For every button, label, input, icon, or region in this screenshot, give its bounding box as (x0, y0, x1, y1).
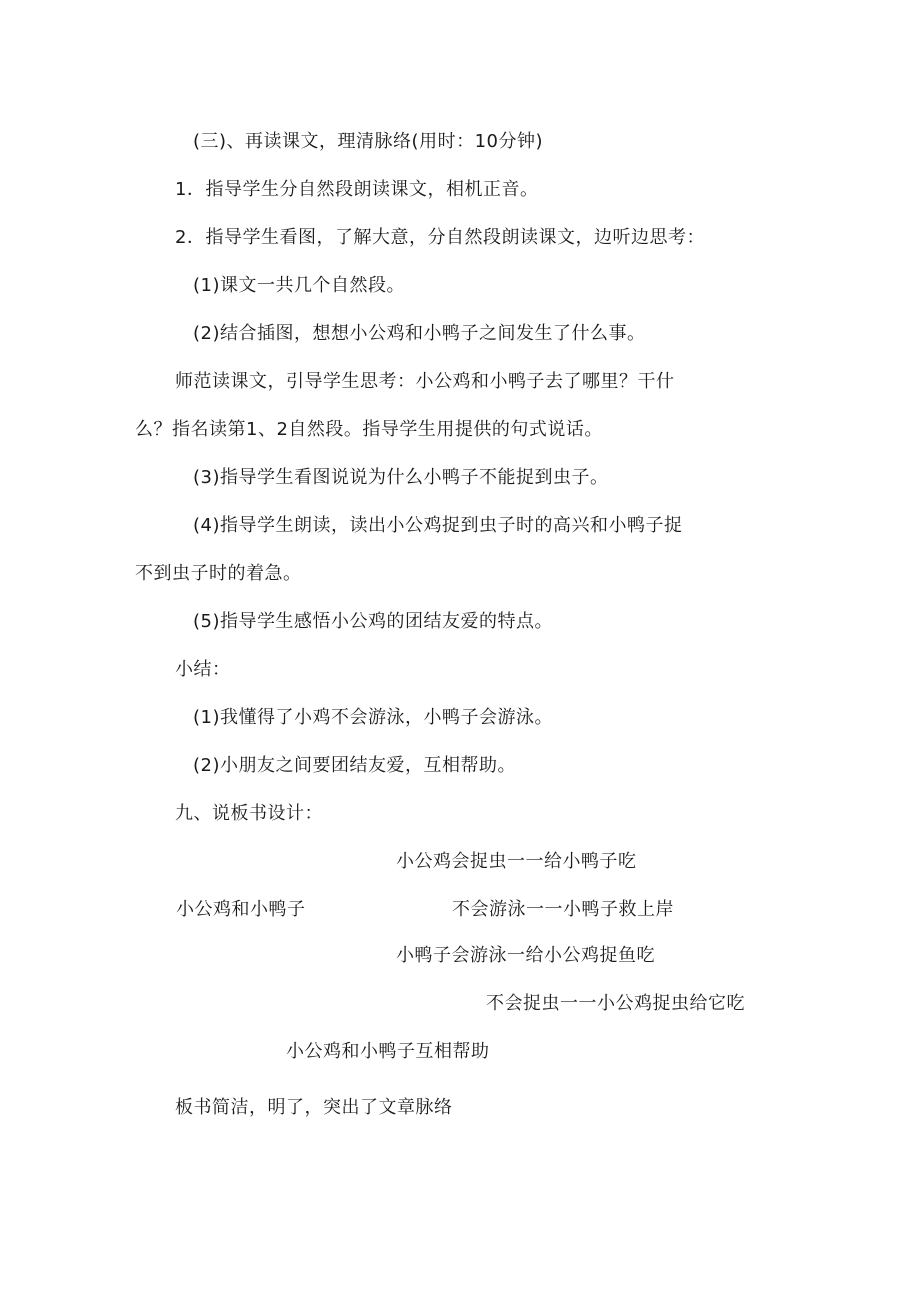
board-line-1: 小公鸡会捉虫一一给小鸭子吃 (396, 851, 637, 872)
teacher-reading-line-2: 么？指名读第1、2自然段。指导学生用提供的句式说话。 (135, 419, 603, 440)
section-title: (三)、再读课文，理清脉络(用时：10分钟) (193, 131, 543, 152)
board-line-3: 小鸭子会游泳一给小公鸡捉鱼吃 (396, 945, 655, 966)
board-line-2: 不会游泳一一小鸭子救上岸 (452, 899, 674, 920)
board-design-heading: 九、说板书设计： (175, 803, 323, 824)
step-1: 1．指导学生分自然段朗读课文，相机正音。 (175, 179, 539, 200)
question-4-line-2: 不到虫子时的着急。 (135, 563, 302, 584)
question-1: (1)课文一共几个自然段。 (193, 275, 405, 296)
teacher-reading-line-1: 师范读课文，引导学生思考：小公鸡和小鸭子去了哪里？干什 (175, 371, 675, 392)
summary-item-1: (1)我懂得了小鸡不会游泳，小鸭子会游泳。 (193, 707, 553, 728)
question-2: (2)结合插图，想想小公鸡和小鸭子之间发生了什么事。 (193, 323, 646, 344)
board-line-4: 不会捉虫一一小公鸡捉虫给它吃 (486, 993, 745, 1014)
summary-label: 小结： (175, 659, 231, 680)
question-4-line-1: (4)指导学生朗读，读出小公鸡捉到虫子时的高兴和小鸭子捉 (193, 515, 683, 536)
question-5: (5)指导学生感悟小公鸡的团结友爱的特点。 (193, 611, 553, 632)
summary-item-2: (2)小朋友之间要团结友爱，互相帮助。 (193, 755, 516, 776)
board-left-title: 小公鸡和小鸭子 (176, 899, 306, 920)
question-3: (3)指导学生看图说说为什么小鸭子不能捉到虫子。 (193, 467, 609, 488)
board-comment: 板书简洁，明了，突出了文章脉络 (175, 1097, 453, 1118)
board-bottom: 小公鸡和小鸭子互相帮助 (286, 1041, 490, 1062)
step-2: 2．指导学生看图，了解大意，分自然段朗读课文，边听边思考： (175, 227, 705, 248)
